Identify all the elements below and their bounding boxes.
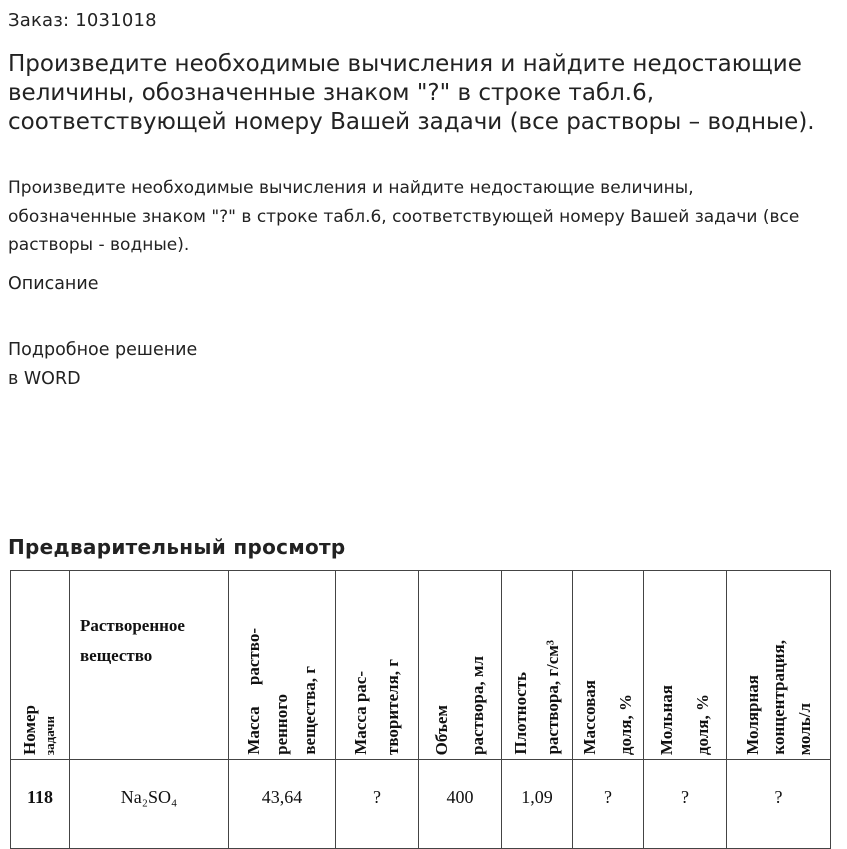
description-label: Описание (8, 274, 99, 294)
header-solvent-mass-a: Масса рас- (351, 671, 370, 755)
preview-table (10, 570, 831, 849)
table-header-row (11, 571, 831, 760)
cell-number: 118 (11, 760, 70, 849)
cell-volume: 400 (419, 760, 502, 849)
header-molarity-b: концентрация, (768, 640, 788, 755)
header-mass-fraction-b: доля, % (616, 693, 635, 755)
header-volume-a: Объем (432, 704, 451, 755)
task-heading: Произведите необходимые вычисления и найдите недостающие величины, обозначенные знаком "?" в строке табл.6, соответствующей номеру Вашей задачи (все растворы – водные). (8, 51, 815, 135)
header-substance-a: Растворенное (80, 616, 185, 635)
header-solute-mass-d: вещества, г (300, 666, 319, 755)
order-number: Заказ: 1031018 (8, 10, 157, 31)
cell-density: 1,09 (502, 760, 573, 849)
header-number (11, 571, 70, 760)
preview-title: Предварительный просмотр (8, 535, 346, 559)
header-number-b: задачи (42, 715, 57, 755)
header-density-b: раствора, г/см³ (543, 640, 562, 755)
header-molarity-a: Молярная (742, 675, 762, 755)
header-molarity (727, 571, 831, 760)
header-solute-mass-a: Масса раство- (244, 628, 263, 755)
solution-line-1: Подробное решение (8, 340, 198, 360)
header-volume (419, 571, 502, 760)
header-number-a: Номер (20, 705, 39, 755)
header-substance (70, 571, 229, 760)
solution-note (8, 336, 197, 394)
header-density (502, 571, 573, 760)
header-solute-mass (229, 571, 336, 760)
header-mole-fraction-b: доля, % (693, 693, 712, 755)
cell-solute-mass: 43,64 (229, 760, 336, 849)
header-mass-fraction-a: Массовая (580, 680, 599, 755)
cell-molarity: ? (727, 760, 831, 849)
header-substance-b: вещество (80, 646, 153, 665)
header-mass-fraction (573, 571, 644, 760)
table-row (11, 760, 831, 849)
cell-solvent-mass: ? (336, 760, 419, 849)
header-mole-fraction (644, 571, 727, 760)
header-solvent-mass (336, 571, 419, 760)
header-density-a: Плотность (511, 672, 530, 755)
header-mole-fraction-a: Мольная (657, 684, 676, 755)
cell-mass-fraction: ? (573, 760, 644, 849)
task-body-text: Произведите необходимые вычисления и найдите недостающие величины, обозначенные знаком "?" в строке табл.6, соответствующей номеру Вашей задачи (все растворы - водные). (8, 178, 800, 255)
header-molarity-c: моль/л (794, 702, 814, 755)
header-solute-mass-c: ренного (272, 694, 291, 755)
cell-substance: Na₂SO₄ (70, 760, 229, 849)
cell-mole-fraction: ? (644, 760, 727, 849)
solution-line-2: в WORD (8, 369, 81, 389)
header-solvent-mass-b: творителя, г (383, 658, 402, 755)
header-volume-b: раствора, мл (468, 656, 487, 755)
